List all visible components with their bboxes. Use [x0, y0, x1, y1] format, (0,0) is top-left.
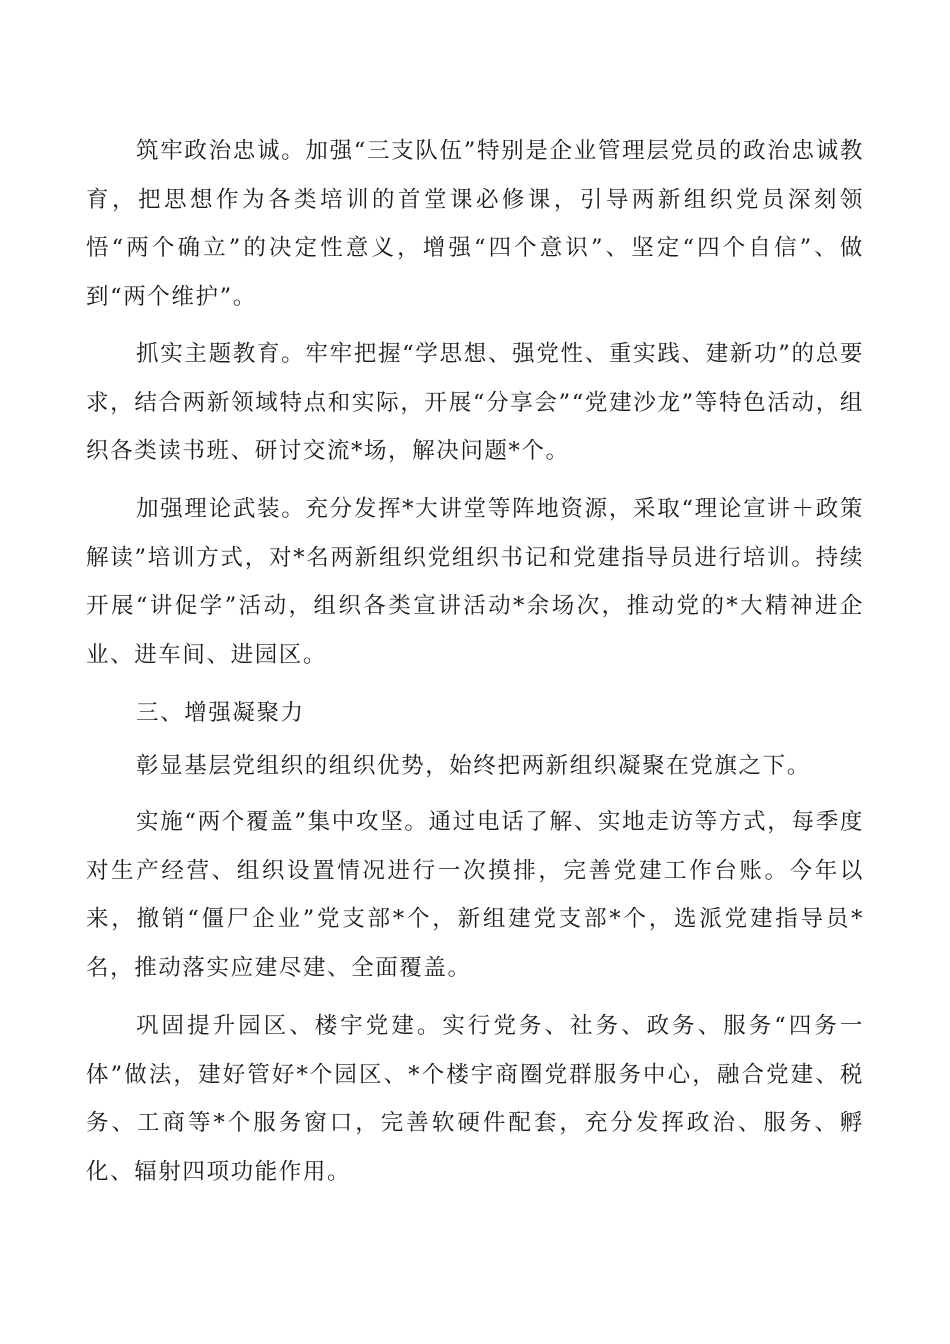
paragraph-theme-education: 抓实主题教育。牢牢把握“学思想、强党性、重实践、建新功”的总要求，结合两新领域特点和实际，开展“分享会”“党建沙龙”等特色活动，组织各类读书班、研讨交流*场，解决问题*个。 [86, 341, 864, 464]
paragraph-theory-arming: 加强理论武装。充分发挥*大讲堂等阵地资源，采取“理论宣讲＋政策解读”培训方式，对*名两新组织党组织书记和党建指导员进行培训。持续开展“讲促学”活动，组织各类宣讲活动*余场次，推动党的*大精神进企业、进车间、进园区。 [86, 496, 864, 668]
paragraph-park-building: 巩固提升园区、楼宇党建。实行党务、社务、政务、服务“四务一体”做法，建好管好*个园区、*个楼宇商圈党群服务中心，融合党建、税务、工商等*个服务窗口，完善软硬件配套，充分发挥政治、服务、孵化、辐射四项功能作用。 [86, 1013, 864, 1185]
paragraph-political-loyalty: 筑牢政治忠诚。加强“三支队伍”特别是企业管理层党员的政治忠诚教育，把思想作为各类培训的首堂课必修课，引导两新组织党员深刻领悟“两个确立”的决定性意义，增强“四个意识”、坚定“四个自信”、做到“两个维护”。 [86, 138, 864, 310]
section-heading-cohesion: 三、增强凝聚力 [136, 700, 305, 726]
paragraph-organizational-advantage: 彰显基层党组织的组织优势，始终把两新组织凝聚在党旗之下。 [136, 753, 811, 779]
paragraph-two-coverage: 实施“两个覆盖”集中攻坚。通过电话了解、实地走访等方式，每季度对生产经营、组织设置情况进行一次摸排，完善党建工作台账。今年以来，撤销“僵尸企业”党支部*个，新组建党支部*个，选派党建指导员*名，推动落实应建尽建、全面覆盖。 [86, 809, 864, 981]
